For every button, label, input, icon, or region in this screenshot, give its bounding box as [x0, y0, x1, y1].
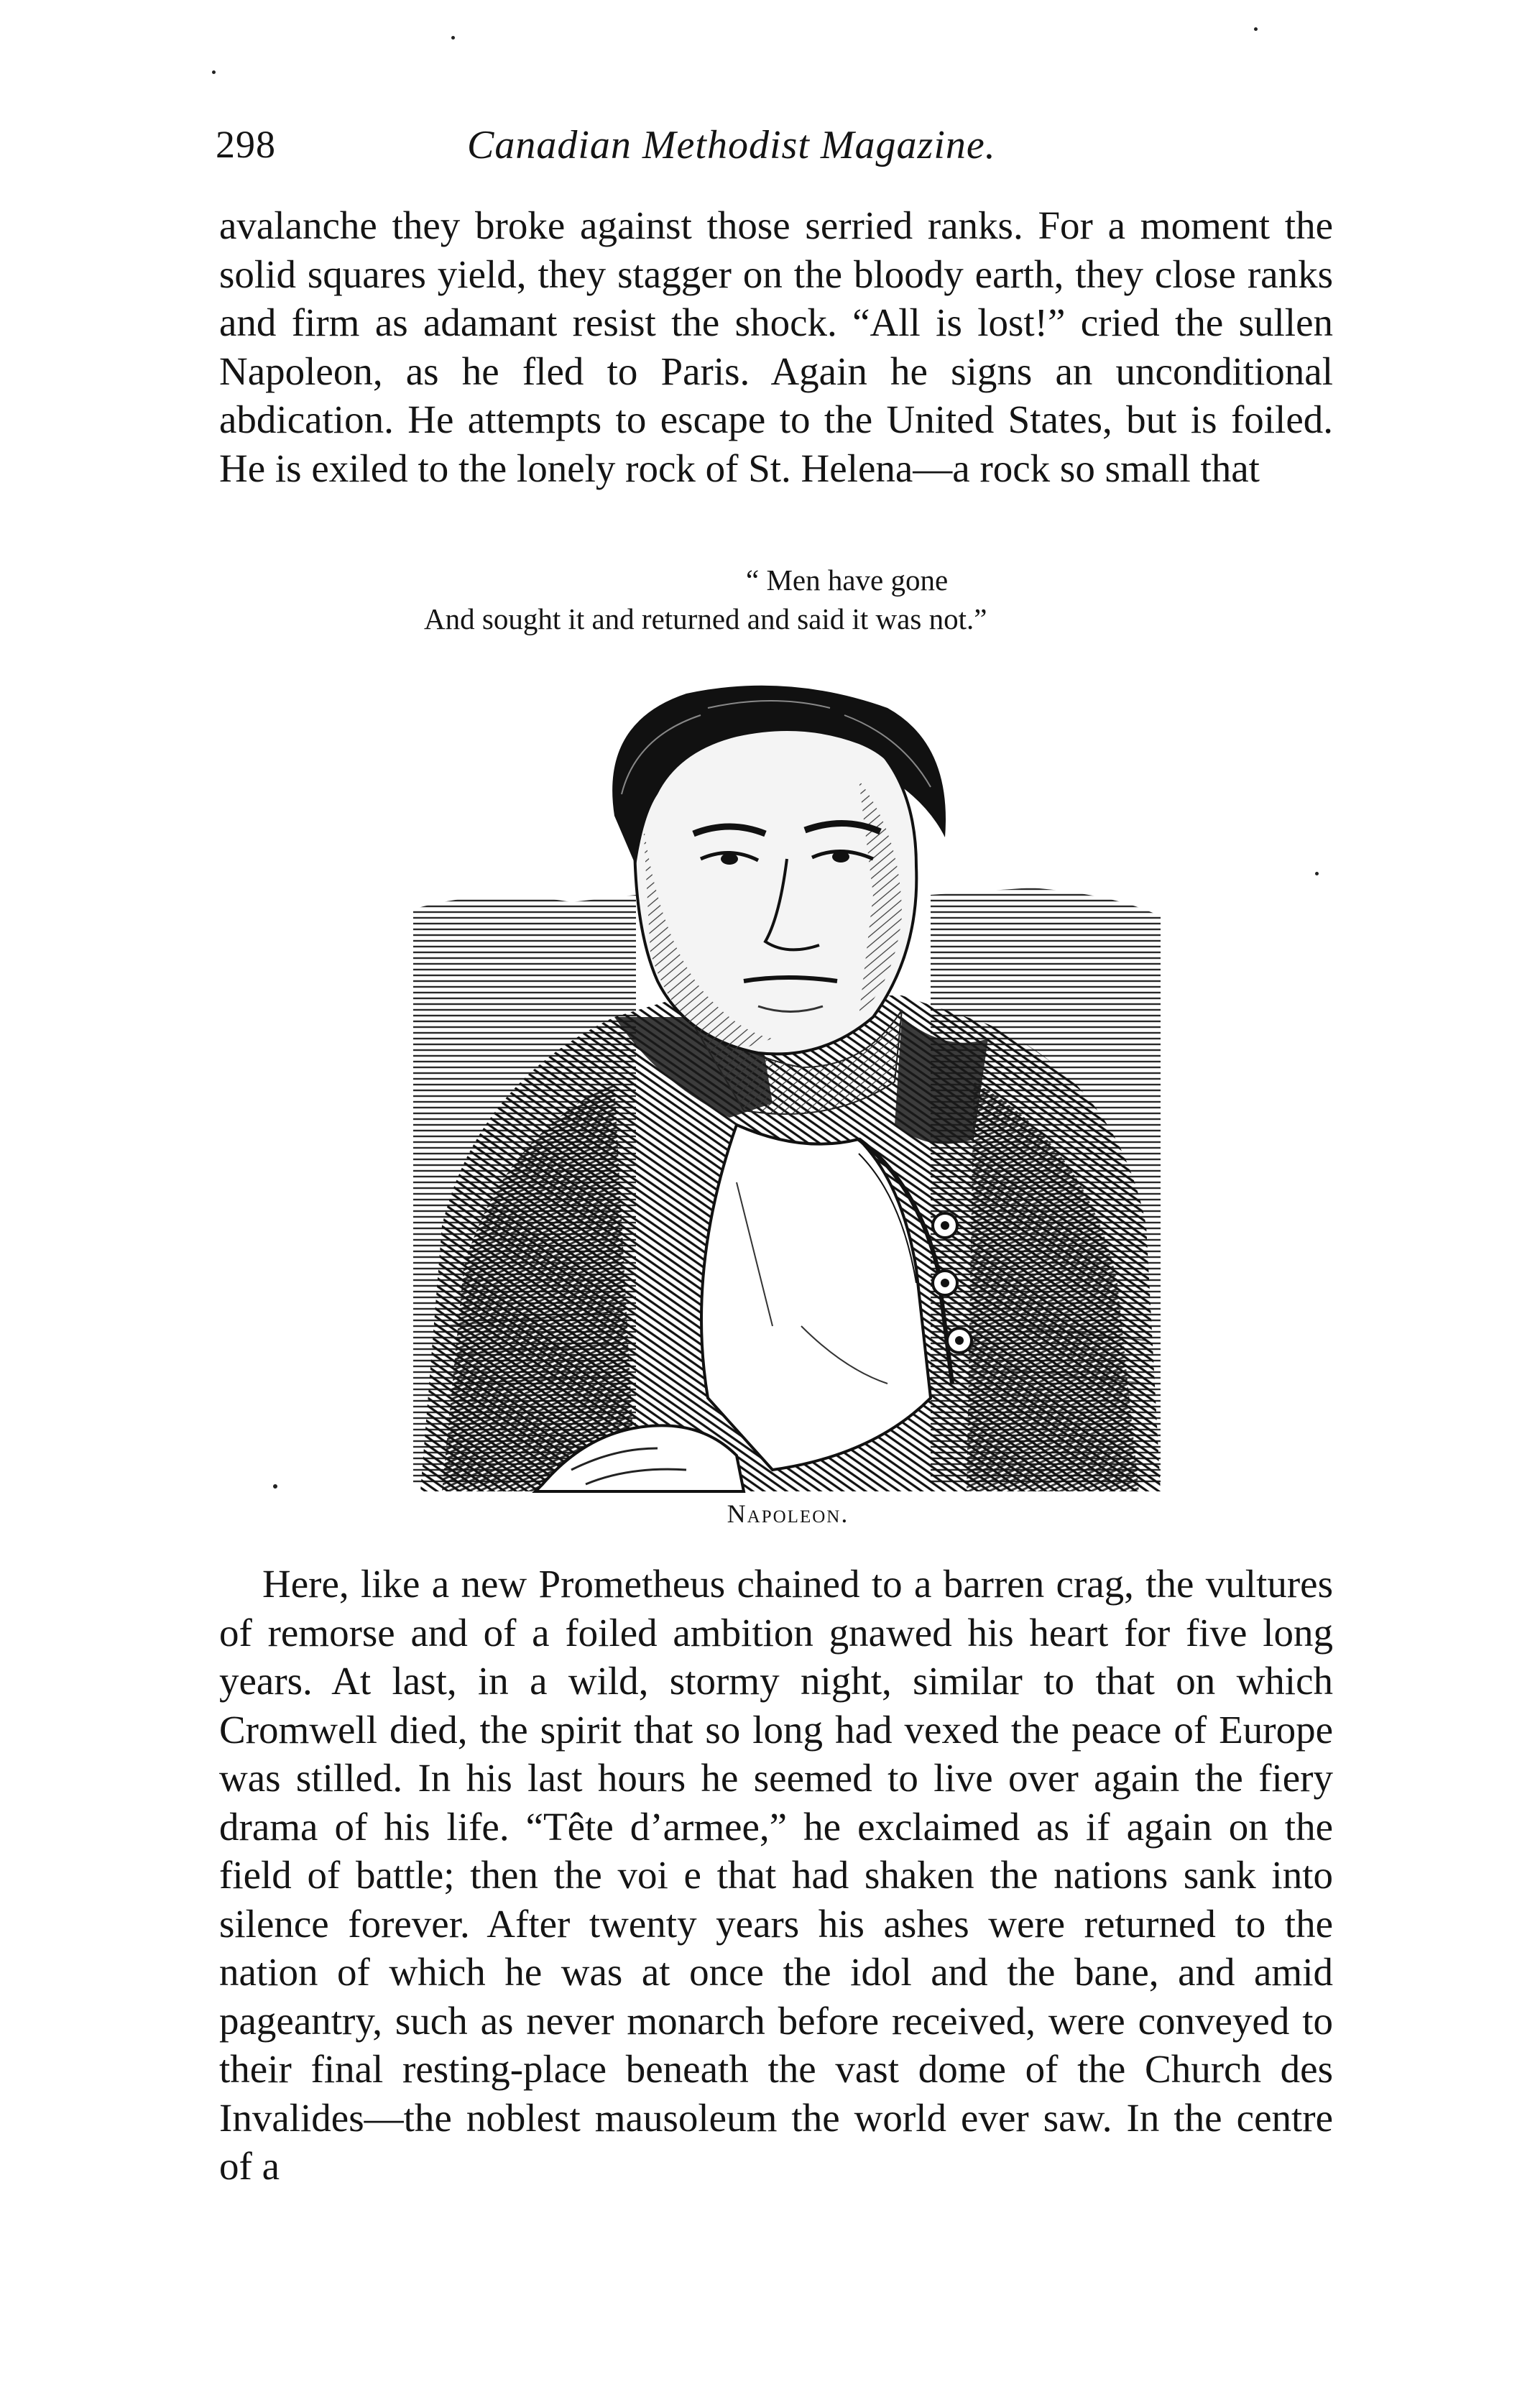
napoleon-engraving — [399, 679, 1175, 1506]
figure-caption — [0, 1499, 1540, 1529]
print-speck — [451, 36, 455, 40]
print-speck — [1315, 872, 1319, 875]
quote-line-1: “ Men have gone — [746, 564, 949, 597]
quote-line-2: And sought it and returned and said it was not.” — [424, 602, 987, 635]
paragraph-1: avalanche they broke against those serried ranks. For a moment the solid squares yield, they stagger on the bloody earth, they close ranks and firm as adamant resist the shock. “All is lost!” cried the sullen Napoleon, as he fled to Paris. Again he signs an unconditional abdication. He attempts to escape to the United States, but is foiled. He is exiled to the lonely rock of St. Helena—a rock so small that — [219, 203, 1333, 490]
caption-text: Napoleon. — [727, 1499, 849, 1528]
print-speck — [273, 1484, 277, 1489]
print-speck — [212, 70, 216, 74]
poem-quote — [402, 561, 1150, 638]
print-speck — [1254, 27, 1258, 31]
running-title: Canadian Methodist Magazine. — [467, 123, 996, 167]
paragraph-2: Here, like a new Prometheus chained to a barren crag, the vultures of remorse and of a foiled ambition gnawed his heart for five long years. At last, in a wild, stormy night, similar to that on which Cromwell died, the spirit that so long had vexed the peace of Europe was stilled. In his last hours he seemed to live over again the fiery drama of his life. “Tête d’armee,” he exclaimed as if again on the field of battle; then the voi e that had shaken the nations sank into silence forever. After twenty years his ashes were returned to the nation of which he was at once the idol and the bane, and amid pageantry, such as never monarch before received, were conveyed to their final resting-place beneath the vast dome of the Church des Invalides—the noblest mausoleum the world ever saw. In the centre of a — [219, 1562, 1333, 2188]
page-number: 298 — [216, 123, 276, 166]
page-header — [216, 122, 1337, 180]
